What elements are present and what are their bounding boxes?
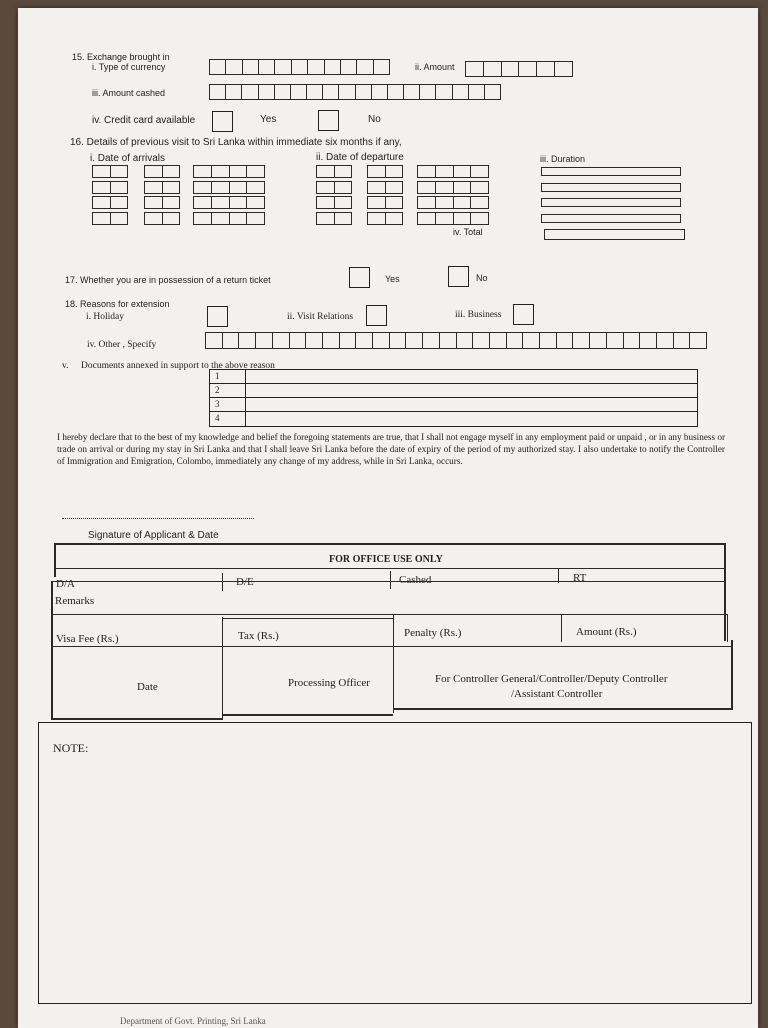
credit-card-yes-label: Yes — [260, 114, 277, 125]
documents-row[interactable] — [210, 370, 697, 384]
return-ticket-no-label: No — [476, 273, 488, 283]
date-digit-boxes[interactable] — [417, 165, 489, 178]
date-digit-boxes[interactable] — [193, 212, 265, 225]
date-digit-boxes[interactable] — [417, 181, 489, 194]
duration-field[interactable] — [541, 198, 681, 207]
return-ticket-yes-checkbox[interactable] — [349, 267, 370, 288]
credit-card-no-label: No — [368, 114, 381, 125]
row-number: 4 — [210, 412, 246, 426]
q15-amount-cashed-label: iii. Amount cashed — [92, 88, 166, 98]
q18-visit-relations-label: ii. Visit Relations — [287, 312, 354, 322]
q18-holiday-label: i. Holiday — [86, 312, 124, 322]
date-digit-boxes[interactable] — [417, 196, 489, 209]
date-digit-boxes[interactable] — [144, 165, 180, 178]
documents-row[interactable] — [210, 412, 697, 426]
date-digit-boxes[interactable] — [92, 212, 128, 225]
q16-duration-label: iii. Duration — [540, 154, 586, 164]
office-de-label: D/E — [236, 576, 254, 588]
office-date-label: Date — [137, 681, 158, 693]
date-digit-boxes[interactable] — [316, 181, 352, 194]
duration-total-field[interactable] — [544, 229, 685, 240]
office-penalty-label: Penalty (Rs.) — [404, 627, 462, 639]
office-processing-officer-label: Processing Officer — [288, 677, 370, 689]
q15-credit-card-label: iv. Credit card available — [92, 115, 196, 126]
date-digit-boxes[interactable] — [92, 165, 128, 178]
q15-currency-label: i. Type of currency — [92, 62, 166, 72]
currency-type-field[interactable] — [209, 59, 390, 75]
office-use-header: FOR OFFICE USE ONLY — [329, 554, 443, 565]
credit-card-checkbox[interactable] — [212, 111, 233, 132]
office-da-label: D/A — [56, 578, 75, 590]
date-digit-boxes[interactable] — [367, 181, 403, 194]
date-digit-boxes[interactable] — [144, 196, 180, 209]
q16-title: 16. Details of previous visit to Sri Lanka within immediate six months if any, — [70, 137, 402, 148]
q18-title: 18. Reasons for extension — [65, 299, 170, 309]
date-digit-boxes[interactable] — [367, 165, 403, 178]
q15-title: 15. Exchange brought in — [72, 52, 170, 62]
date-digit-boxes[interactable] — [193, 196, 265, 209]
other-specify-field[interactable] — [205, 332, 707, 349]
credit-card-no-checkbox[interactable] — [318, 110, 339, 131]
office-cashed-label: Cashed — [399, 574, 432, 586]
q16-arrivals-label: i. Date of arrivals — [90, 153, 166, 164]
signature-line[interactable] — [62, 518, 254, 519]
row-number: 2 — [210, 384, 246, 397]
row-number: 1 — [210, 370, 246, 383]
q18-business-label: iii. Business — [455, 310, 502, 320]
date-digit-boxes[interactable] — [92, 181, 128, 194]
duration-field[interactable] — [541, 183, 681, 192]
documents-table — [209, 369, 698, 427]
q18-documents-label: Documents annexed in support to the above reason — [81, 361, 275, 371]
date-digit-boxes[interactable] — [316, 196, 352, 209]
office-controller-label-line1: For Controller General/Controller/Deputy Controller — [435, 673, 668, 685]
amount-field[interactable] — [465, 61, 573, 77]
q18-other-label: iv. Other , Specify — [87, 340, 157, 350]
signature-label: Signature of Applicant & Date — [88, 530, 219, 541]
q16-total-label: iv. Total — [453, 227, 483, 237]
date-digit-boxes[interactable] — [367, 196, 403, 209]
office-controller-label-line2: /Assistant Controller — [511, 688, 603, 700]
office-amount-label: Amount (Rs.) — [576, 626, 637, 638]
date-digit-boxes[interactable] — [316, 165, 352, 178]
date-digit-boxes[interactable] — [92, 196, 128, 209]
date-digit-boxes[interactable] — [193, 181, 265, 194]
office-remarks-label: Remarks — [55, 595, 95, 607]
office-visa-fee-label: Visa Fee (Rs.) — [56, 633, 119, 645]
date-digit-boxes[interactable] — [193, 165, 265, 178]
q15-amount-label: ii. Amount — [415, 62, 455, 72]
q16-departure-label: ii. Date of departure — [316, 152, 404, 163]
holiday-checkbox[interactable] — [207, 306, 228, 327]
return-ticket-yes-label: Yes — [385, 274, 400, 284]
amount-cashed-field[interactable] — [209, 84, 501, 100]
q18-v-number: v. — [62, 361, 69, 371]
date-digit-boxes[interactable] — [367, 212, 403, 225]
date-digit-boxes[interactable] — [144, 212, 180, 225]
date-digit-boxes[interactable] — [144, 181, 180, 194]
q17-title: 17. Whether you are in possession of a return ticket — [65, 275, 271, 285]
return-ticket-no-checkbox[interactable] — [448, 266, 469, 287]
office-tax-label: Tax (Rs.) — [238, 630, 279, 642]
documents-row[interactable] — [210, 384, 697, 398]
duration-field[interactable] — [541, 167, 681, 176]
note-label: NOTE: — [53, 741, 89, 755]
date-digit-boxes[interactable] — [316, 212, 352, 225]
note-box[interactable] — [38, 722, 752, 1004]
visit-relations-checkbox[interactable] — [366, 305, 387, 326]
row-number: 3 — [210, 398, 246, 411]
duration-field[interactable] — [541, 214, 681, 223]
date-digit-boxes[interactable] — [417, 212, 489, 225]
documents-row[interactable] — [210, 398, 697, 412]
office-rt-label: RT — [573, 572, 587, 584]
printer-footer: Department of Govt. Printing, Sri Lanka — [120, 1016, 266, 1026]
business-checkbox[interactable] — [513, 304, 534, 325]
declaration-text: I hereby declare that to the best of my knowledge and belief the foregoing statements are true, that I shall not engage myself in any employment paid or unpaid , or in any business or trade on arrival or during my stay in Sri Lanka and that I shall leave Sri Lanka before the date of expiry of the period of my authorized stay. I also undertake to notify the Controller of Immigration and Emigration, Colombo, immediately any change of my address, while in Sri Lanka, occurs. — [57, 432, 725, 466]
